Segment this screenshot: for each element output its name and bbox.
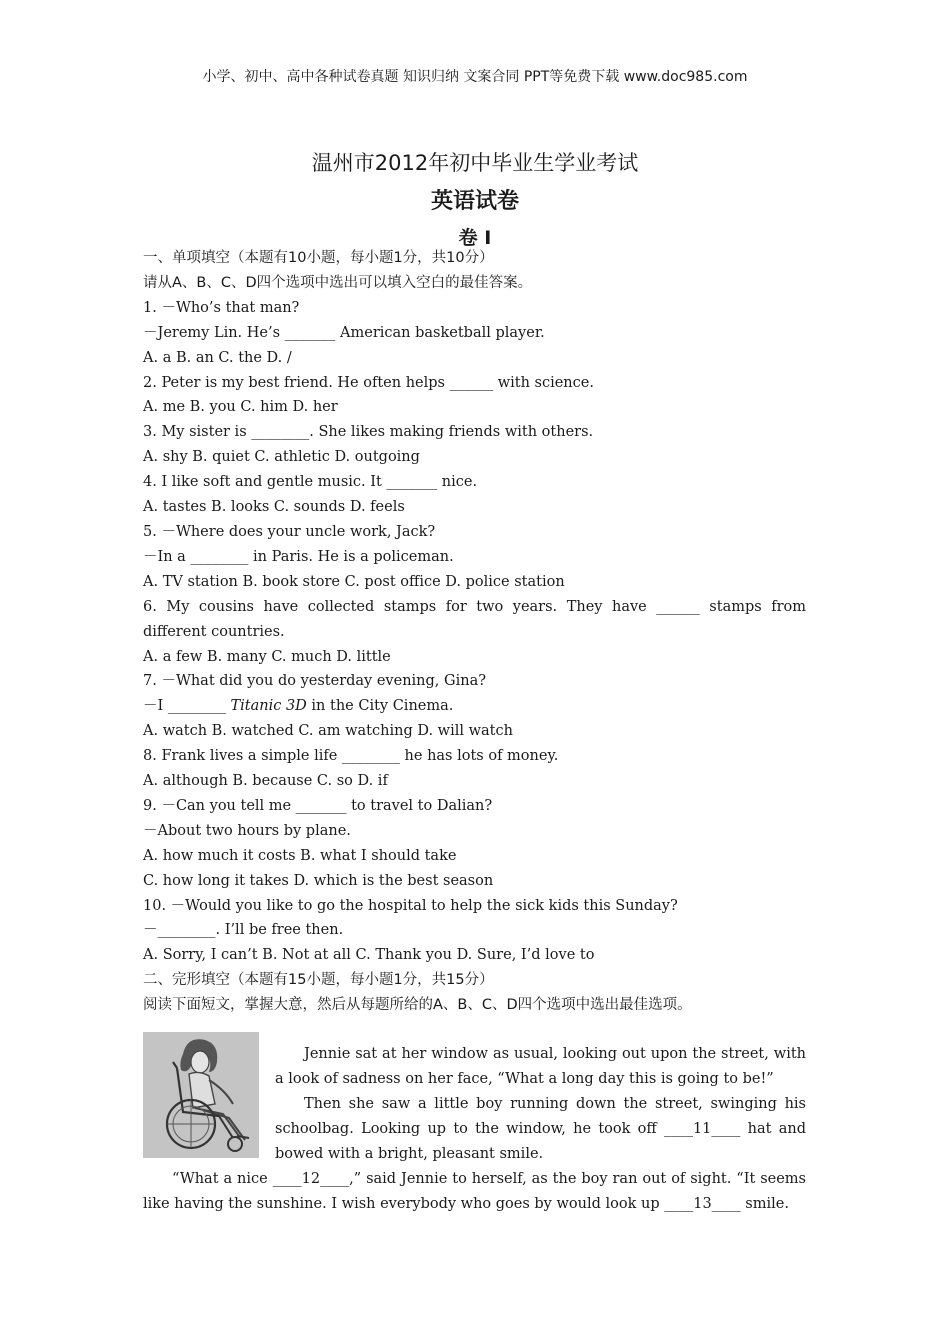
section1-heading: 一、单项填空（本题有10小题，每小题1分，共10分） — [143, 250, 494, 266]
question-1-options: A. a B. an C. the D. / — [143, 349, 292, 366]
question-9-stem: 9. －Can you tell me _______ to travel to Dalian? — [143, 797, 493, 814]
question-2-options: A. me B. you C. him D. her — [143, 399, 338, 416]
question-6-stem: 6. My cousins have collected stamps for two years. They have ______ stamps from different countries. — [143, 598, 806, 640]
question-5-answer-line: －In a ________ in Paris. He is a policeman. — [143, 548, 454, 565]
question-7-answer-post: in the City Cinema. — [306, 698, 454, 715]
question-5-options: A. TV station B. book store C. post office D. police station — [143, 573, 565, 590]
exam-content — [143, 246, 806, 1216]
question-3-stem: 3. My sister is ________. She likes making friends with others. — [143, 424, 594, 441]
question-4-stem: 4. I like soft and gentle music. It _______ nice. — [143, 474, 478, 491]
section2-instruction: 阅读下面短文，掌握大意，然后从每题所给的A、B、C、D四个选项中选出最佳选项。 — [143, 997, 692, 1014]
exam-title: 温州市2012年初中毕业生学业考试 — [311, 151, 639, 175]
cloze-paragraph-1: Jennie sat at her window as usual, looking out upon the street, with a look of sadness on her face, “What a long day this is going to be!” — [275, 1046, 806, 1087]
question-7-movie-title: Titanic 3D — [230, 698, 307, 715]
cloze-paragraph-3: “What a nice ____12____,” said Jennie to herself, as the boy ran out of sight. “It seems like having the sunshine. I wish everybody who goes by would look up ____13____ smile. — [143, 1170, 806, 1212]
section2-heading: 二、完形填空（本题有15小题，每小题1分，共15分） — [143, 972, 494, 989]
cloze-paragraph-2: Then she saw a little boy running down the street, swinging his schoolbag. Looking up to the window, he took off ____11____ hat and bowed with a bright, pleasant smile. — [275, 1095, 806, 1162]
wheelchair-girl-illustration — [143, 1032, 259, 1158]
section1-instruction: 请从A、B、C、D四个选项中选出可以填入空白的最佳答案。 — [143, 274, 533, 291]
question-7-stem: 7. －What did you do yesterday evening, Gina? — [143, 673, 486, 690]
exam-subtitle: 英语试卷 — [430, 189, 519, 214]
question-10-answer-line: －________. I’ll be free then. — [143, 922, 344, 939]
question-7-answer-line — [143, 694, 806, 719]
question-9-options-ab: A. how much it costs B. what I should take — [143, 847, 457, 864]
wheelchair-drawing — [143, 1032, 259, 1158]
question-4-options: A. tastes B. looks C. sounds D. feels — [143, 499, 405, 516]
cloze-passage — [143, 1032, 806, 1216]
volume-label: 卷 I — [458, 227, 492, 249]
question-1-stem: 1. －Who’s that man? — [143, 299, 300, 316]
question-1-answer-line: －Jeremy Lin. He’s _______ American basketball player. — [143, 324, 545, 341]
question-9-answer-line: －About two hours by plane. — [143, 822, 351, 839]
question-2-stem: 2. Peter is my best friend. He often helps ______ with science. — [143, 374, 594, 391]
question-10-stem: 10. －Would you like to go the hospital to help the sick kids this Sunday? — [143, 897, 678, 914]
question-7-options: A. watch B. watched C. am watching D. will watch — [143, 723, 513, 740]
question-8-stem: 8. Frank lives a simple life ________ he has lots of money. — [143, 748, 559, 765]
page-header: 小学、初中、高中各种试卷真题 知识归纳 文案合同 PPT等免费下载 www.doc985.com — [202, 69, 748, 85]
question-7-answer-pre: －I ________ — [143, 698, 231, 715]
question-5-stem: 5. －Where does your uncle work, Jack? — [143, 523, 436, 540]
question-10-options: A. Sorry, I can’t B. Not at all C. Thank you D. Sure, I’d love to — [143, 947, 595, 964]
question-8-options: A. although B. because C. so D. if — [143, 773, 388, 790]
question-3-options: A. shy B. quiet C. athletic D. outgoing — [143, 449, 420, 466]
question-6-options: A. a few B. many C. much D. little — [143, 648, 391, 665]
question-9-options-cd: C. how long it takes D. which is the best season — [143, 872, 494, 889]
